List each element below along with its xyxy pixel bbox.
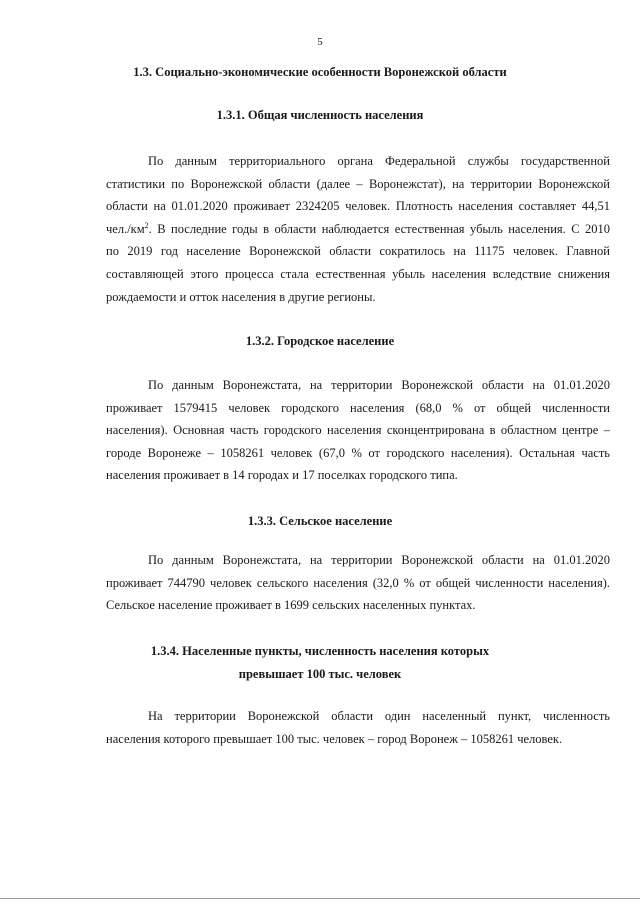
text-line: статистики по Воронежской области (далее – Воронежстат), на территории Воронежской	[106, 176, 610, 191]
text-line: по 2019 год население Воронежской области сократилось на 11175 человек. Главной	[106, 244, 610, 259]
page-number: 5	[317, 36, 323, 48]
section-title: 1.3. Социально-экономические особенности Воронежской области	[133, 65, 507, 79]
subsection-title-settlements-line2: превышает 100 тыс. человек	[238, 667, 402, 681]
paragraph-total-population	[106, 150, 610, 308]
text-line: проживает 1579415 человек городского населения (68,0 % от общей численности	[106, 400, 610, 415]
page-bottom-edge	[0, 898, 640, 899]
superscript: 2	[144, 220, 149, 230]
paragraph-settlements	[106, 705, 610, 750]
text-line: населения проживает в 14 городах и 17 поселках городского типа.	[106, 468, 458, 483]
text-line: рождаемости и отток населения в другие регионы.	[106, 289, 376, 304]
subsection-title-settlements-line1: 1.3.4. Населенные пункты, численность населения которых	[150, 644, 490, 658]
text-line: населения). Основная часть городского населения сконцентрирована в областном центре –	[106, 423, 610, 438]
text-line: составляющей этого процесса стала естественная убыль населения вследствие снижения	[106, 266, 610, 281]
subsection-title-total-population: 1.3.1. Общая численность населения	[216, 108, 424, 122]
text-line: проживает 744790 человек сельского населения (32,0 % от общей численности населения).	[106, 575, 610, 590]
text-line: По данным Воронежстата, на территории Воронежской области на 01.01.2020	[148, 378, 610, 392]
paragraph-rural-population	[106, 549, 610, 617]
text-line: области на 01.01.2020 проживает 2324205 человек. Плотность населения составляет 44,51	[106, 199, 610, 214]
text-fragment: чел./км	[106, 221, 145, 236]
subsection-title-rural-population: 1.3.3. Сельское население	[247, 514, 393, 528]
text-line: населения которого превышает 100 тыс. человек – город Воронеж – 1058261 человек.	[106, 731, 563, 746]
text-line: По данным территориального органа Федеральной службы государственной	[148, 154, 610, 168]
text-line: По данным Воронежстата, на территории Воронежской области на 01.01.2020	[148, 553, 610, 567]
text-line	[106, 218, 610, 241]
text-line: городе Воронеже – 1058261 человек (67,0 % от городского населения). Остальная часть	[106, 445, 610, 460]
paragraph-urban-population	[106, 374, 610, 487]
text-line: Сельское население проживает в 1699 сельских населенных пунктах.	[106, 598, 476, 613]
subsection-title-urban-population: 1.3.2. Городское население	[245, 334, 395, 348]
text-line: На территории Воронежской области один населенный пункт, численность	[148, 709, 610, 723]
text-fragment: . В последние годы в области наблюдается естественная убыль населения. С 2010	[148, 221, 610, 236]
